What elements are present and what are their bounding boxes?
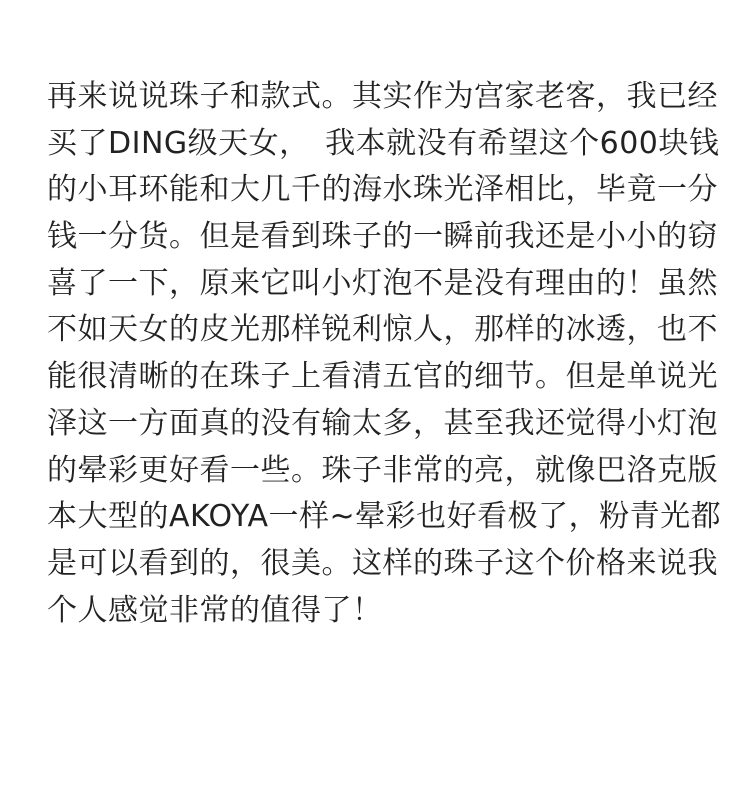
text-line: 喜了一下，原来它叫小灯泡不是没有理由的！虽然 [47, 265, 718, 301]
text-line: 钱一分货。但是看到珠子的一瞬前我还是小小的窃 [47, 219, 718, 255]
text-line: 不如天女的皮光那样锐利惊人，那样的冰透，也不 [47, 312, 718, 348]
text-line: 个人感觉非常的值得了！ [47, 592, 383, 628]
text-line: 的晕彩更好看一些。珠子非常的亮，就像巴洛克版 [47, 452, 718, 488]
text-line: 买了DING级天女， 我本就没有希望这个600块钱 [47, 125, 720, 161]
text-line: 本大型的AKOYA一样~晕彩也好看极了，粉青光都 [47, 499, 722, 535]
text-line: 能很清晰的在珠子上看清五官的细节。但是单说光 [47, 359, 718, 395]
text-line: 再来说说珠子和款式。其实作为宫家老客，我已经 [47, 79, 718, 114]
text-line: 泽这一方面真的没有输太多，甚至我还觉得小灯泡 [47, 405, 718, 441]
text-line: 是可以看到的，很美。这样的珠子这个价格来说我 [47, 545, 718, 581]
text-line: 的小耳环能和大几千的海水珠光泽相比，毕竟一分 [47, 172, 718, 208]
article-body [47, 74, 722, 634]
